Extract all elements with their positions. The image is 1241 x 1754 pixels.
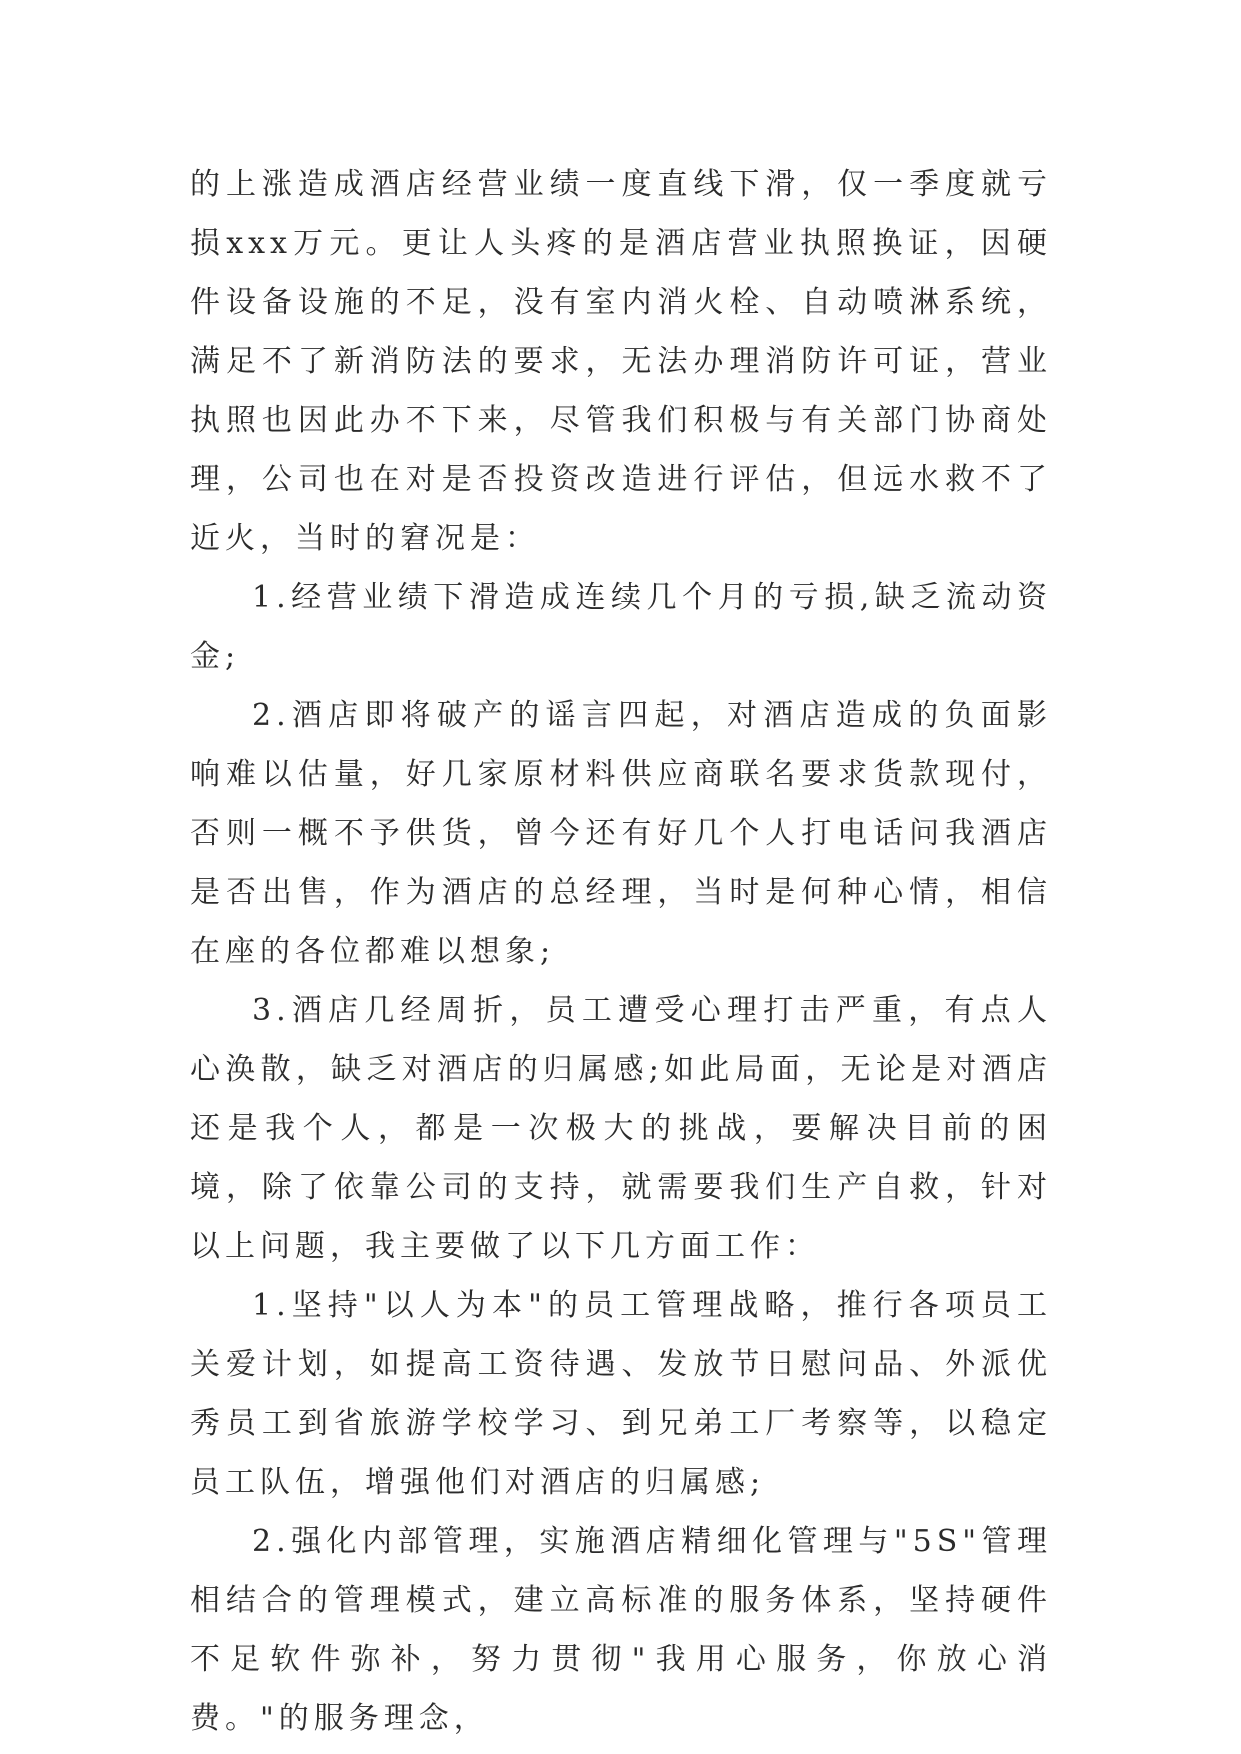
paragraph-item-2-rumors: 2.酒店即将破产的谣言四起，对酒店造成的负面影响难以估量，好几家原材料供应商联名要求货款现付，否则一概不予供货，曾今还有好几个人打电话问我酒店是否出售，作为酒店的总经理，当时是何种心情，相信在座的各位都难以想象; [190, 698, 1052, 969]
paragraph-item-3-morale: 3.酒店几经周折，员工遭受心理打击严重，有点人心涣散，缺乏对酒店的归属感;如此局面，无论是对酒店还是我个人，都是一次极大的挑战，要解决目前的困境，除了依靠公司的支持，就需要我们生产自救，针对以上问题，我主要做了以下几方面工作： [190, 993, 1052, 1264]
paragraph-intro: 的上涨造成酒店经营业绩一度直线下滑，仅一季度就亏损xxx万元。更让人头疼的是酒店营业执照换证，因硬件设备设施的不足，没有室内消火栓、自动喷淋系统，满足不了新消防法的要求，无法办理消防许可证，营业执照也因此办不下来，尽管我们积极与有关部门协商处理，公司也在对是否投资改造进行评估，但远水救不了近火，当时的窘况是： [190, 167, 1052, 556]
document-body [190, 155, 1052, 1748]
paragraph-item-1-cash-flow: 1.经营业绩下滑造成连续几个月的亏损,缺乏流动资金; [190, 580, 1052, 674]
paragraph-action-1-people-first: 1.坚持"以人为本"的员工管理战略，推行各项员工关爱计划，如提高工资待遇、发放节日慰问品、外派优秀员工到省旅游学校学习、到兄弟工厂考察等，以稳定员工队伍，增强他们对酒店的归属感; [190, 1288, 1052, 1500]
paragraph-action-2-management: 2.强化内部管理，实施酒店精细化管理与"5S"管理相结合的管理模式，建立高标准的服务体系，坚持硬件不足软件弥补，努力贯彻"我用心服务，你放心消费。"的服务理念， [190, 1524, 1052, 1736]
